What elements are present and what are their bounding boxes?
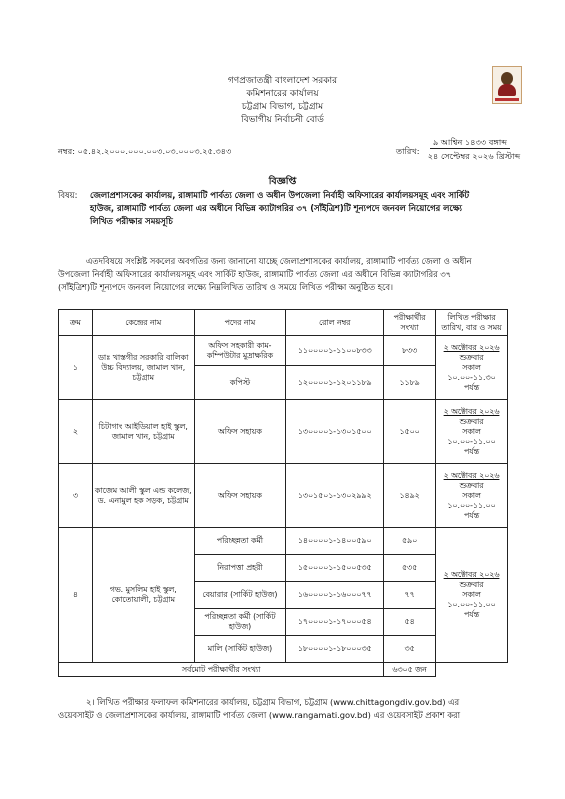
count-cell: ১১৮৯ [384, 366, 436, 400]
total-value: ৬৩০৫ জন [384, 663, 436, 677]
table-row [59, 528, 508, 555]
table-row [59, 464, 508, 528]
post-cell: অফিস সহায়ক [194, 400, 286, 464]
roll-cell: ১১০০০০১-১১০০৮৩৩ [286, 336, 384, 366]
intro-line-3: (সাঁইত্রিশ)টি শূন্যপদে জনবল নিয়োগের লক্ষ্যে নিম্নলিখিত তারিখ ও সময়ে লিখিত পরীক্ষা অনুষ্ঠিত হবে। [58, 282, 393, 292]
schedule-period: সকাল [462, 362, 481, 372]
serial-cell: ২ [59, 400, 93, 464]
roll-cell: ১৮০০০০১-১৮০০০৩৫ [286, 636, 384, 663]
center-cell: ডাঃ খাস্তগীর সরকারি বালিকা উচ্চ বিদ্যালয়, জামাল খান, চট্টগ্রাম [92, 336, 194, 400]
schedule-period: সকাল [462, 590, 481, 599]
post-cell: অফিস সহায়ক [194, 464, 286, 528]
date-english: ২৪ সেপ্টেম্বর ২০২৬ খ্রিস্টাব্দ [427, 151, 521, 161]
schedule-date: ২ অক্টোবর ২০২৬ [443, 570, 500, 579]
count-cell: ৫৪ [384, 609, 436, 636]
subject-label: বিষয়: [58, 190, 78, 200]
exam-schedule-table [58, 309, 508, 677]
header-line-2: কমিশনারের কার্যালয় [246, 89, 319, 99]
schedule-cell [436, 464, 508, 528]
portrait-logo-icon [492, 66, 522, 104]
footer-line-1: ২। লিখিত পরীক্ষার ফলাফল কমিশনারের কার্যালয়, চট্টগ্রাম বিভাগ, চট্টগ্রাম (www.chittagongdiv.gov.bd) এর [86, 697, 460, 707]
roll-cell: ১৪০০০০১-১৪০০৫৯০ [286, 528, 384, 555]
schedule-date: ২ অক্টোবর ২০২৬ [443, 470, 500, 480]
count-cell: ৫৩৫ [384, 555, 436, 582]
schedule-until: পর্যন্ত [463, 446, 480, 456]
memo-number: নম্বর: ০৫.৪২.২০০০.০০০.০০৩.০৩.০০০৩.২৫.৩৪৩ [58, 146, 232, 156]
serial-cell: ৪ [59, 528, 93, 663]
post-cell: বেয়ারার (সার্কিট হাউজ) [194, 582, 286, 609]
schedule-time: ১০.০০-১১.০০ [447, 436, 496, 446]
schedule-date: ২ অক্টোবর ২০২৬ [443, 406, 500, 416]
schedule-time: ১০.০০-১১.৩০ [447, 372, 496, 382]
center-cell: গভ. মুসলিম হাই স্কুল, কোতোয়ালী, চট্টগ্রাম [92, 528, 194, 663]
schedule-day: শুক্রবার [459, 480, 484, 490]
notice-title: বিজ্ঞপ্তি [268, 176, 297, 187]
total-label: সর্বমোট পরীক্ষার্থীর সংখ্যা [59, 663, 384, 677]
subject-line-2: হাউজ, রাঙ্গামাটি পার্বত্য জেলা এর অধীনে বিভিন্ন ক্যাটাগরির ৩৭ (সাঁইত্রিশ)টি শূন্যপদে জনবল নিয়োগের লক্ষ্যে [90, 203, 462, 213]
header-schedule: লিখিত পরীক্ষার তারিখ, বার ও সময় [436, 310, 508, 336]
schedule-until: পর্যন্ত [463, 510, 480, 520]
table-header-row [59, 310, 508, 336]
count-cell: ৭৭ [384, 582, 436, 609]
post-cell: নিরাপত্তা প্রহরী [194, 555, 286, 582]
subject-line-3: লিখিত পরীক্ষার সময়সূচি [90, 216, 173, 226]
post-cell: অফিস সহকারী কাম-কম্পিউটার মুদ্রাক্ষরিক [194, 336, 286, 366]
schedule-day: শুক্রবার [459, 416, 484, 426]
schedule-period: সকাল [462, 490, 481, 500]
serial-cell: ১ [59, 336, 93, 400]
date-bangla: ৯ আশ্বিন ১৪৩৩ বঙ্গাব্দ [430, 137, 510, 149]
schedule-day: শুক্রবার [459, 580, 484, 589]
post-cell: মালি (সার্কিট হাউজ) [194, 636, 286, 663]
total-empty-cell [436, 663, 508, 677]
header-line-1: গণপ্রজাতন্ত্রী বাংলাদেশ সরকার [227, 76, 338, 86]
schedule-cell [436, 336, 508, 400]
post-cell: কপিস্ট [194, 366, 286, 400]
count-cell: ১৪৯২ [384, 464, 436, 528]
date-label: তারিখ: [396, 146, 420, 156]
table-row [59, 400, 508, 464]
schedule-period: সকাল [462, 426, 481, 436]
center-cell: চিটাগাং আইডিয়াল হাই স্কুল, জামাল খান, চট্টগ্রাম [92, 400, 194, 464]
schedule-time: ১০.০০-১১.০০ [447, 600, 496, 609]
schedule-time: ১০.০০-১১.০০ [447, 500, 496, 510]
header-roll: রোল নম্বর [286, 310, 384, 336]
count-cell: ৮৩৩ [384, 336, 436, 366]
header-center: কেন্দ্রের নাম [92, 310, 194, 336]
serial-cell: ৩ [59, 464, 93, 528]
post-cell: পরিচ্ছন্নতা কর্মী (সার্কিট হাউজ) [194, 609, 286, 636]
header-serial: ক্রম [59, 310, 93, 336]
header-count: পরীক্ষার্থীর সংখ্যা [384, 310, 436, 336]
roll-cell: ১৬০০০০১-১৬০০০৭৭ [286, 582, 384, 609]
schedule-until: পর্যন্ত [463, 610, 480, 619]
subject-line-1: জেলাপ্রশাসকের কার্যালয়, রাঙ্গামাটি পার্বত্য জেলা ও অধীন উপজেলা নির্বাহী অফিসারের কার্যালয়সমূহ এবং সার্কিট [90, 190, 470, 200]
schedule-date: ২ অক্টোবর ২০২৬ [443, 342, 500, 352]
table-row [59, 336, 508, 366]
intro-line-1: এতদবিষয়ে সংশ্লিষ্ট সকলের অবগতির জন্য জানানো যাচ্ছে জেলাপ্রশাসকের কার্যালয়, রাঙ্গামাটি পার্বত্য জেলা ও অধীন [86, 256, 472, 266]
total-row [59, 663, 508, 677]
schedule-until: পর্যন্ত [463, 382, 480, 392]
schedule-cell [436, 528, 508, 663]
header-line-3: চট্টগ্রাম বিভাগ, চট্টগ্রাম [241, 102, 324, 112]
post-cell: পরিচ্ছন্নতা কর্মী [194, 528, 286, 555]
roll-cell: ১২০০০০১-১২০১১৮৯ [286, 366, 384, 400]
count-cell: ৩৫ [384, 636, 436, 663]
intro-line-2: উপজেলা নির্বাহী অফিসারের কার্যালয়সমূহ এবং সার্কিট হাউজ, রাঙ্গামাটি পার্বত্য জেলা এর অধীনে বিভিন্ন ক্যাটাগরির ৩৭ [58, 269, 452, 279]
header-block [0, 75, 565, 127]
schedule-cell [436, 400, 508, 464]
header-post: পদের নাম [194, 310, 286, 336]
footer-line-2: ওয়েবসাইট ও জেলাপ্রশাসকের কার্যালয়, রাঙ্গামাটি পার্বত্য জেলা (www.rangamati.gov.bd) এর ওয়েবসাইট প্রকাশ করা [58, 710, 460, 720]
roll-cell: ১৭০০০০১-১৭০০০৫৪ [286, 609, 384, 636]
roll-cell: ১৩০০০০১-১৩০১৫০০ [286, 400, 384, 464]
count-cell: ৫৯০ [384, 528, 436, 555]
schedule-day: শুক্রবার [459, 352, 484, 362]
roll-cell: ১৩০১৫০১-১৩০২৯৯২ [286, 464, 384, 528]
header-line-4: বিভাগীয় নির্বাচনী বোর্ড [241, 115, 324, 125]
roll-cell: ১৫০০০০১-১৫০০৫৩৫ [286, 555, 384, 582]
count-cell: ১৫০০ [384, 400, 436, 464]
center-cell: কাজেম আলী স্কুল এন্ড কলেজ, ড. এনামুল হক সড়ক, চট্টগ্রাম [92, 464, 194, 528]
